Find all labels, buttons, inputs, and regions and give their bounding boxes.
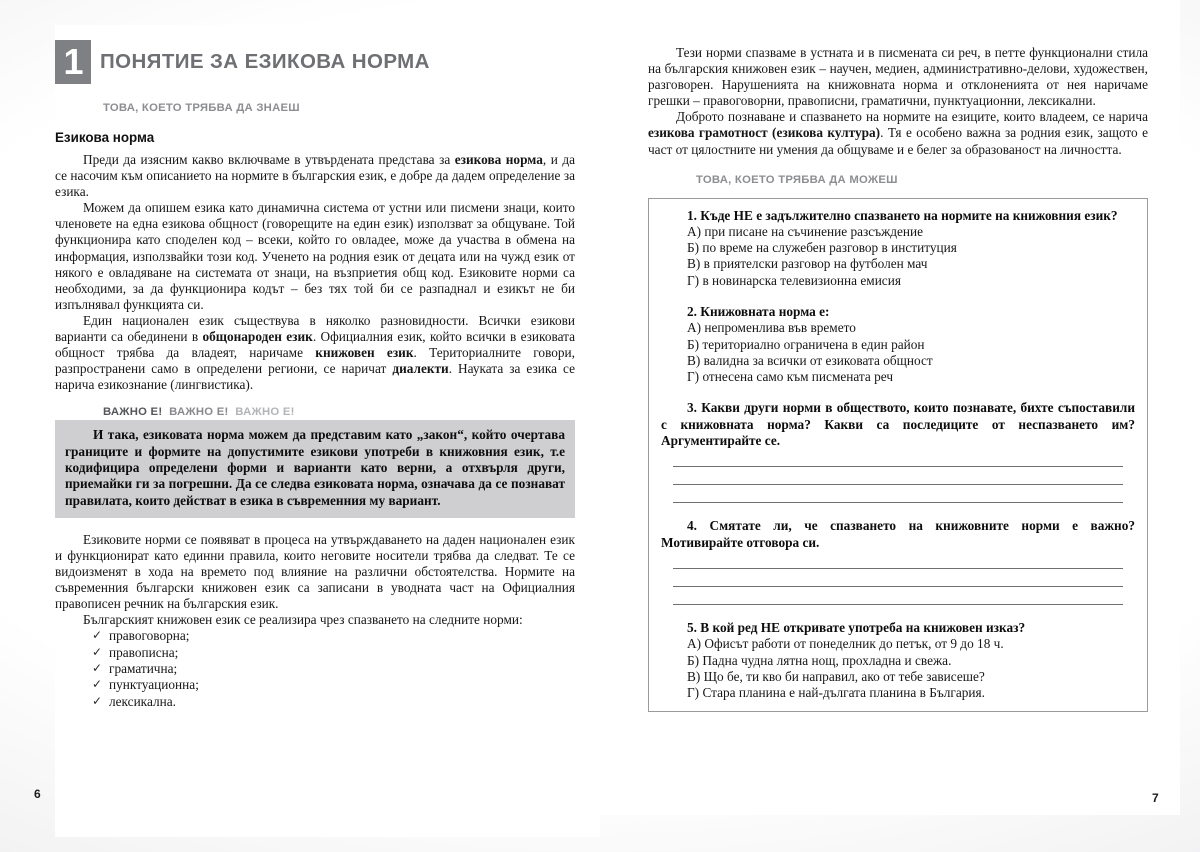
exercise-question [661, 208, 1135, 224]
folio-left: 6 [34, 787, 41, 801]
exercise-question [661, 620, 1135, 636]
important-label-1: ВАЖНО Е! [103, 406, 163, 419]
exercise-option[interactable]: В) валидна за всички от езиковата общност [687, 352, 933, 368]
exercise-options [661, 636, 1135, 701]
answer-line-spacer [673, 449, 1123, 466]
exercise-option[interactable]: А) при писане на съчинение разсъждение [687, 223, 924, 239]
check-icon: ✓ [92, 693, 103, 708]
important-label-3: ВАЖНО Е! [235, 406, 295, 419]
exercise-question-text: В кой ред НЕ откривате употреба на книжовен изказ? [696, 620, 1026, 636]
check-icon: ✓ [92, 644, 103, 659]
exercise-question [661, 518, 1135, 550]
body-paragraphs [55, 152, 575, 393]
exercise-spacer [661, 605, 1135, 620]
answer-line-spacer [673, 569, 1123, 586]
important-labels [103, 406, 575, 418]
exercise-question-text: Смятате ли, че спазването на книжовните норми е важно? Мотивирайте отговора си. [661, 518, 1135, 550]
important-label-2: ВАЖНО Е! [169, 406, 229, 419]
text-run: . Официалния език, който всички в езиковата общност трябва да владеят, наричаме [55, 329, 575, 361]
emphasis-term: езикова грамотност (езикова култура) [648, 125, 881, 141]
exercise-option[interactable]: А) непроменлива във времето [687, 320, 856, 336]
exercise-options [661, 320, 1135, 385]
check-icon: ✓ [92, 661, 103, 676]
exercise-option[interactable]: А) Офисът работи от понеделник до петък, от 9 до 18 ч. [687, 636, 1004, 652]
norm-list-item [92, 661, 575, 677]
answer-line-spacer [673, 587, 1123, 604]
norm-list-item-label: правописна; [109, 644, 179, 660]
section-label-can: ТОВА, КОЕТО ТРЯБВА ДА МОЖЕШ [696, 173, 898, 186]
exercise-option[interactable]: Г) Стара планина е най-дългата планина в България. [687, 685, 985, 701]
left-page-content [55, 40, 575, 710]
check-icon: ✓ [92, 628, 103, 643]
body-paragraphs-after [55, 532, 575, 629]
text-run: Тези норми спазваме в устната и в писмената си реч, в петте функционални стила на българския книжовен език – научен, медиен, административно-делови, художествен, разговорен. Нарушенията на книжовната норма и отклоненията от нея наричаме грешки – правоговорни, правописни, граматични, пунктуационни, лексикални. [648, 45, 1148, 109]
paragraph-p2 [55, 200, 575, 313]
text-run: Българският книжовен език се реализира чрез спазването на следните норми: [83, 612, 523, 628]
exercise-box [648, 198, 1148, 713]
exercise-number: 3. [687, 400, 697, 416]
exercise-options [661, 224, 1135, 289]
answer-lines[interactable] [661, 449, 1135, 503]
important-callout-text: И така, езиковата норма можем да представим като „закон“, който очертава границите и формите на допустимите езикови употреби в книжовния език, т.е кодифицира определени форми и варианти като верни, а отхвърля други, приемайки ги за погрешни. Да се следва езиковата норма, означава да се познават правилата, които действат в езика в съвременния му вариант. [65, 427, 565, 508]
paragraph-p3 [55, 313, 575, 393]
emphasis-term: книжовен език [315, 345, 414, 361]
norm-list-item-label: пунктуационна; [109, 677, 199, 693]
emphasis-term: езикова норма [454, 152, 543, 167]
text-run: , и да се насочим към описанието на нормите в българския език, е добре да дадем определение за езика. [55, 152, 575, 200]
section-label-know: ТОВА, КОЕТО ТРЯБВА ДА ЗНАЕШ [103, 102, 300, 114]
paragraph-p4 [55, 532, 575, 612]
text-run: Езиковите норми се появяват в процеса на утвърждаването на даден национален език и функционират като единни правила, които неговите носители трябва да следват. Те се видоизменят в хода на времето под влияние на различни обстоятелства. Нормите на съвременния български книжовен език са записани в уводната част на Официалния правописен речник на българския език. [55, 531, 575, 612]
norm-list-item [92, 644, 575, 661]
emphasis-term: общонароден език [202, 329, 313, 345]
right-body-paragraphs [648, 45, 1148, 158]
exercise-spacer [661, 385, 1135, 400]
important-callout-box [55, 420, 575, 517]
exercise-question-text: Книжовната норма е: [696, 304, 830, 320]
exercise-option[interactable]: Г) отнесена само към писмената реч [687, 369, 894, 385]
exercise-option[interactable]: Б) по време на служебен разговор в институция [687, 240, 957, 256]
paragraph-p5 [55, 612, 575, 628]
exercise-question-text: Къде НЕ е задължително спазването на нормите на книжовния език? [696, 207, 1118, 223]
right-page-content [648, 45, 1148, 712]
exercise-option[interactable]: Б) териториално ограничена в един район [687, 336, 925, 352]
answer-lines[interactable] [661, 551, 1135, 605]
text-run: . Териториалните говори, разпространени само в определени региони, се наричат [55, 345, 575, 377]
exercise-option[interactable]: Г) в новинарска телевизионна емисия [687, 272, 901, 288]
exercise-spacer [661, 289, 1135, 304]
exercise-option[interactable]: В) в приятелски разговор на футболен мач [687, 256, 928, 272]
exercise-question [661, 304, 1135, 320]
exercise-question [661, 400, 1135, 449]
subheading-language-norm: Езикова норма [55, 130, 155, 145]
norm-list-item [92, 693, 575, 710]
norm-list-item-label: граматична; [109, 661, 178, 677]
norm-list-item-label: лексикална. [109, 693, 176, 709]
text-run: Можем да опишем езика като динамична система от устни или писмени знаци, които членовете на една езикова общност (говорещите на един език) използват за общуване. Той функционира като споделен код – всеки, който го овладее, може да участва в обмена на информация, използвайки този код. Ученето на родния език от децата или на чужд език от някого е овладяване на системата от знаци, на възприетия общ код. Езиковите норми са необходими, за да функционира кодът – без тях той би се разпаднал и езикът не би изпълнявал функцията си. [55, 200, 575, 312]
page-title: ПОНЯТИЕ ЗА ЕЗИКОВА НОРМА [100, 50, 430, 73]
answer-line-spacer [673, 467, 1123, 484]
exercise-number: 1. [687, 207, 697, 223]
exercise-number: 5. [687, 620, 697, 636]
answer-line-spacer [673, 551, 1123, 568]
check-icon: ✓ [92, 677, 103, 692]
norms-checklist [55, 628, 575, 709]
text-run: Един национален език съществува в няколко разновидности. Всички езикови варианти са обединени в [55, 312, 575, 345]
text-run: Преди да изясним какво включваме в утвърдената представа за [83, 152, 455, 167]
exercise-spacer [661, 503, 1135, 518]
exercise-question-text: Какви други норми в обществото, които познавате, бихте съпоставили с книжовната норма? Какви са последиците от неспазването им? Аргументирайте се. [661, 400, 1135, 448]
answer-line-spacer [673, 485, 1123, 502]
norm-list-item [92, 628, 575, 644]
text-run: . Науката за езика се нарича езикознание (лингвистика). [55, 361, 575, 393]
paragraph-r2 [648, 109, 1148, 157]
norm-list-item-label: правоговорна; [109, 628, 190, 644]
text-run: . Тя е особено важна за родния език, защото е част от цялостните ни умения да общуваме и е белег за образованост на личността. [648, 125, 1148, 157]
norm-list-item [92, 677, 575, 693]
exercise-option[interactable]: В) Що бе, ти кво би направил, ако от тебе зависеше? [687, 668, 985, 684]
exercise-option[interactable]: Б) Падна чудна лятна нощ, прохладна и свежа. [687, 652, 952, 668]
emphasis-term: диалекти [392, 361, 449, 377]
text-run: Доброто познаване и спазването на нормите на езиците, които владеем, се нарича [676, 109, 1148, 125]
folio-right: 7 [1152, 791, 1159, 805]
paragraph-p1 [55, 152, 575, 200]
chapter-header [55, 40, 575, 84]
exercise-number: 2. [687, 304, 697, 320]
exercise-number: 4. [687, 518, 697, 534]
chapter-number-badge: 1 [55, 40, 91, 84]
paragraph-r1 [648, 45, 1148, 109]
